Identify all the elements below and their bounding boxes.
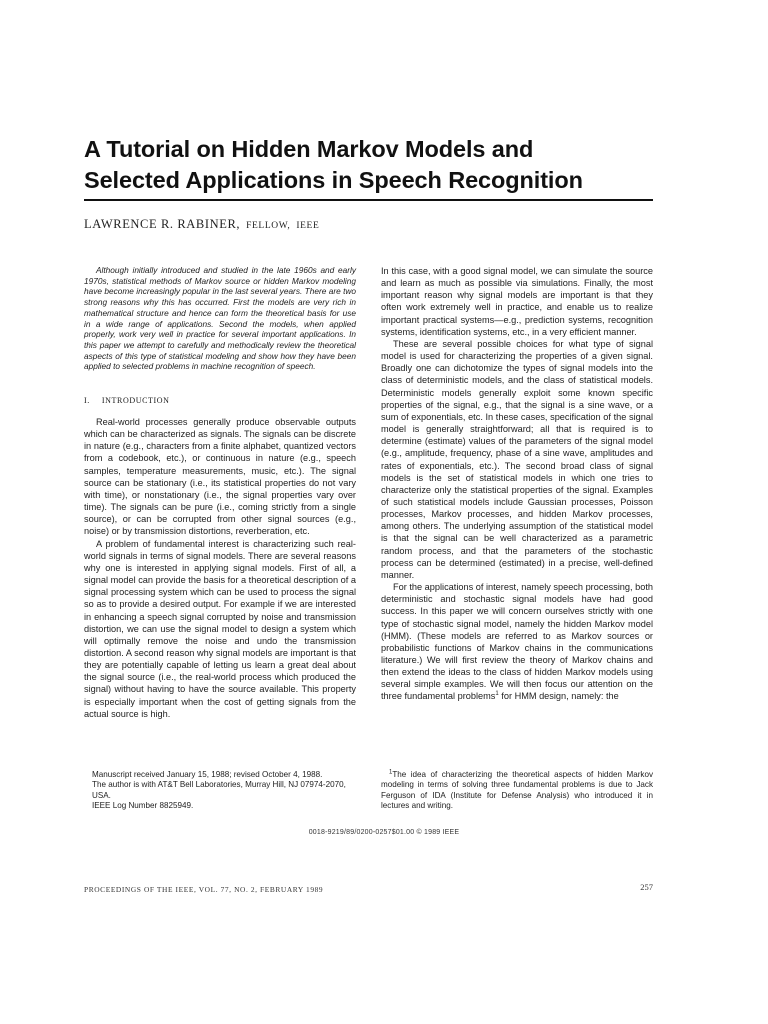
paragraph-text: For the applications of interest, namely speech processing, both deterministic and stochastic signal models have had good success. In this paper we will concern ourselves strictly with one type of stochastic signal model, namely the hidden Markov model (HMM). (These models are referred to as Markov sources or probabilistic functions of Markov chains in the communications literature.) We will first review the theory of Markov chains and then extend the ideas to the class of hidden Markov models using several simple examples. We will then focus our attention on the three fundamental problems (381, 582, 653, 702)
paragraph: Real-world processes generally produce observable outputs which can be characterized as signals. The signals can be discrete in nature (e.g., characters from a finite alphabet, quantized vectors from a codebook, etc.), or continuous in nature (e.g., speech samples, temperature measurements, music, etc.). The signal source can be stationary (i.e., its statistical properties do not vary with time), or nonstationary (i.e., the signal properties vary over time). The signals can be pure (i.e., coming strictly from a single source), or can be corrupted from other signal sources (e.g., noise) or by transmission distortions, reverberation, etc. (84, 417, 356, 537)
abstract (84, 265, 356, 372)
footnote-line: IEEE Log Number 8825949. (92, 801, 194, 811)
footnote-text (381, 770, 653, 812)
author-line (84, 217, 319, 232)
author-name: LAWRENCE R. RABINER, (84, 217, 241, 231)
footnote-line: The author is with AT&T Bell Laboratories, Murray Hill, NJ 07974-2070, USA. (92, 780, 346, 800)
page-number: 257 (640, 882, 653, 892)
right-column-body (381, 265, 653, 703)
section-number: I. (84, 396, 90, 405)
section-heading (84, 396, 170, 405)
footnote-1 (381, 770, 653, 812)
footnote-line: Manuscript received January 15, 1988; revised October 4, 1988. (92, 770, 323, 779)
footnote-mark: 1 (389, 769, 393, 776)
paragraph: These are several possible choices for what type of signal model is used for characterizing the properties of a given signal. Broadly one can dichotomize the types of signal models into the class of deterministic models, and the class of statistical models. Deterministic models generally exploit some known specific properties of the signal, e.g., that the signal is a sine wave, or a sum of exponentials, etc. In these cases, specification of the signal model is generally straightforward; all that is required is to determine (estimate) values of the parameters of the signal model (e.g., amplitude, frequency, phase of a sine wave, amplitudes and rates of exponentials, etc.). The second broad class of signal models is the set of statistical models in which one tries to characterize only the statistical properties of the signal. Examples of such statistical models include Gaussian processes, Poisson processes, Markov processes, and hidden Markov processes, among others. The underlying assumption of the statistical model is that the signal can be well characterized as a parametric random process, and that the parameters of the stochastic process can be determined (estimated) in a precise, well-defined manner. (381, 338, 653, 580)
author-role: FELLOW, (246, 221, 291, 231)
paper-title (84, 134, 684, 196)
abstract-text: Although initially introduced and studied in the late 1960s and early 1970s, statistical methods of Markov source or hidden Markov modeling have become increasingly popular in the last several years. There are two strong reasons why this has occurred. First the models are very rich in mathematical structure and hence can form the theoretical basis for use in a wide range of applications. Second the models, when applied properly, work very well in practice for several important applications. In this paper we attempt to carefully and methodically review the theoretical aspects of this type of statistical modeling and show how they have been applied to selected problems in machine recognition of speech. (84, 265, 356, 372)
paragraph (381, 581, 653, 703)
journal-footer: PROCEEDINGS OF THE IEEE, VOL. 77, NO. 2, FEBRUARY 1989 (84, 885, 324, 894)
paper-title-line-2: Selected Applications in Speech Recognition (84, 167, 583, 193)
footnote-reference: 1 (495, 691, 499, 698)
author-org: IEEE (296, 221, 320, 231)
left-column-body (84, 416, 356, 720)
title-rule (84, 199, 653, 201)
paper-title-line-1: A Tutorial on Hidden Markov Models and (84, 136, 534, 162)
paragraph: In this case, with a good signal model, we can simulate the source and learn as much as possible via simulations. Finally, the most important reason why signal models are important is that they often work extremely well in practice, and enable us to realize important practical systems—e.g., prediction systems, recognition systems, identification systems, etc., in a very efficient manner. (381, 266, 653, 337)
copyright-line: 0018-9219/89/0200-0257$01.00 © 1989 IEEE (308, 829, 460, 836)
manuscript-footnote (84, 770, 354, 812)
footnote-body: The idea of characterizing the theoretical aspects of hidden Markov modeling in terms of solving three fundamental problems is due to Jack Ferguson of IDA (Institute for Defense Analysis) who introduced it in lectures and writing. (381, 770, 653, 811)
paragraph-tail: for HMM design, namely: the (498, 691, 619, 702)
section-title: INTRODUCTION (101, 396, 170, 405)
paragraph: A problem of fundamental interest is characterizing such real-world signals in terms of signal models. There are several reasons why one is interested in applying signal models. First of all, a signal model can provide the basis for a theoretical description of a signal processing system which can be used to process the signal so as to provide a desired output. For example if we are interested in enhancing a speech signal corrupted by noise and transmission distortion, we can use the signal model to design a system which will optimally remove the noise and undo the transmission distortion. A second reason why signal models are important is that they are potentially capable of letting us learn a great deal about the signal source (i.e., the real-world process which produced the signal) without having to have the source available. This property is especially important when the cost of getting signals from the actual source is high. (84, 538, 356, 719)
